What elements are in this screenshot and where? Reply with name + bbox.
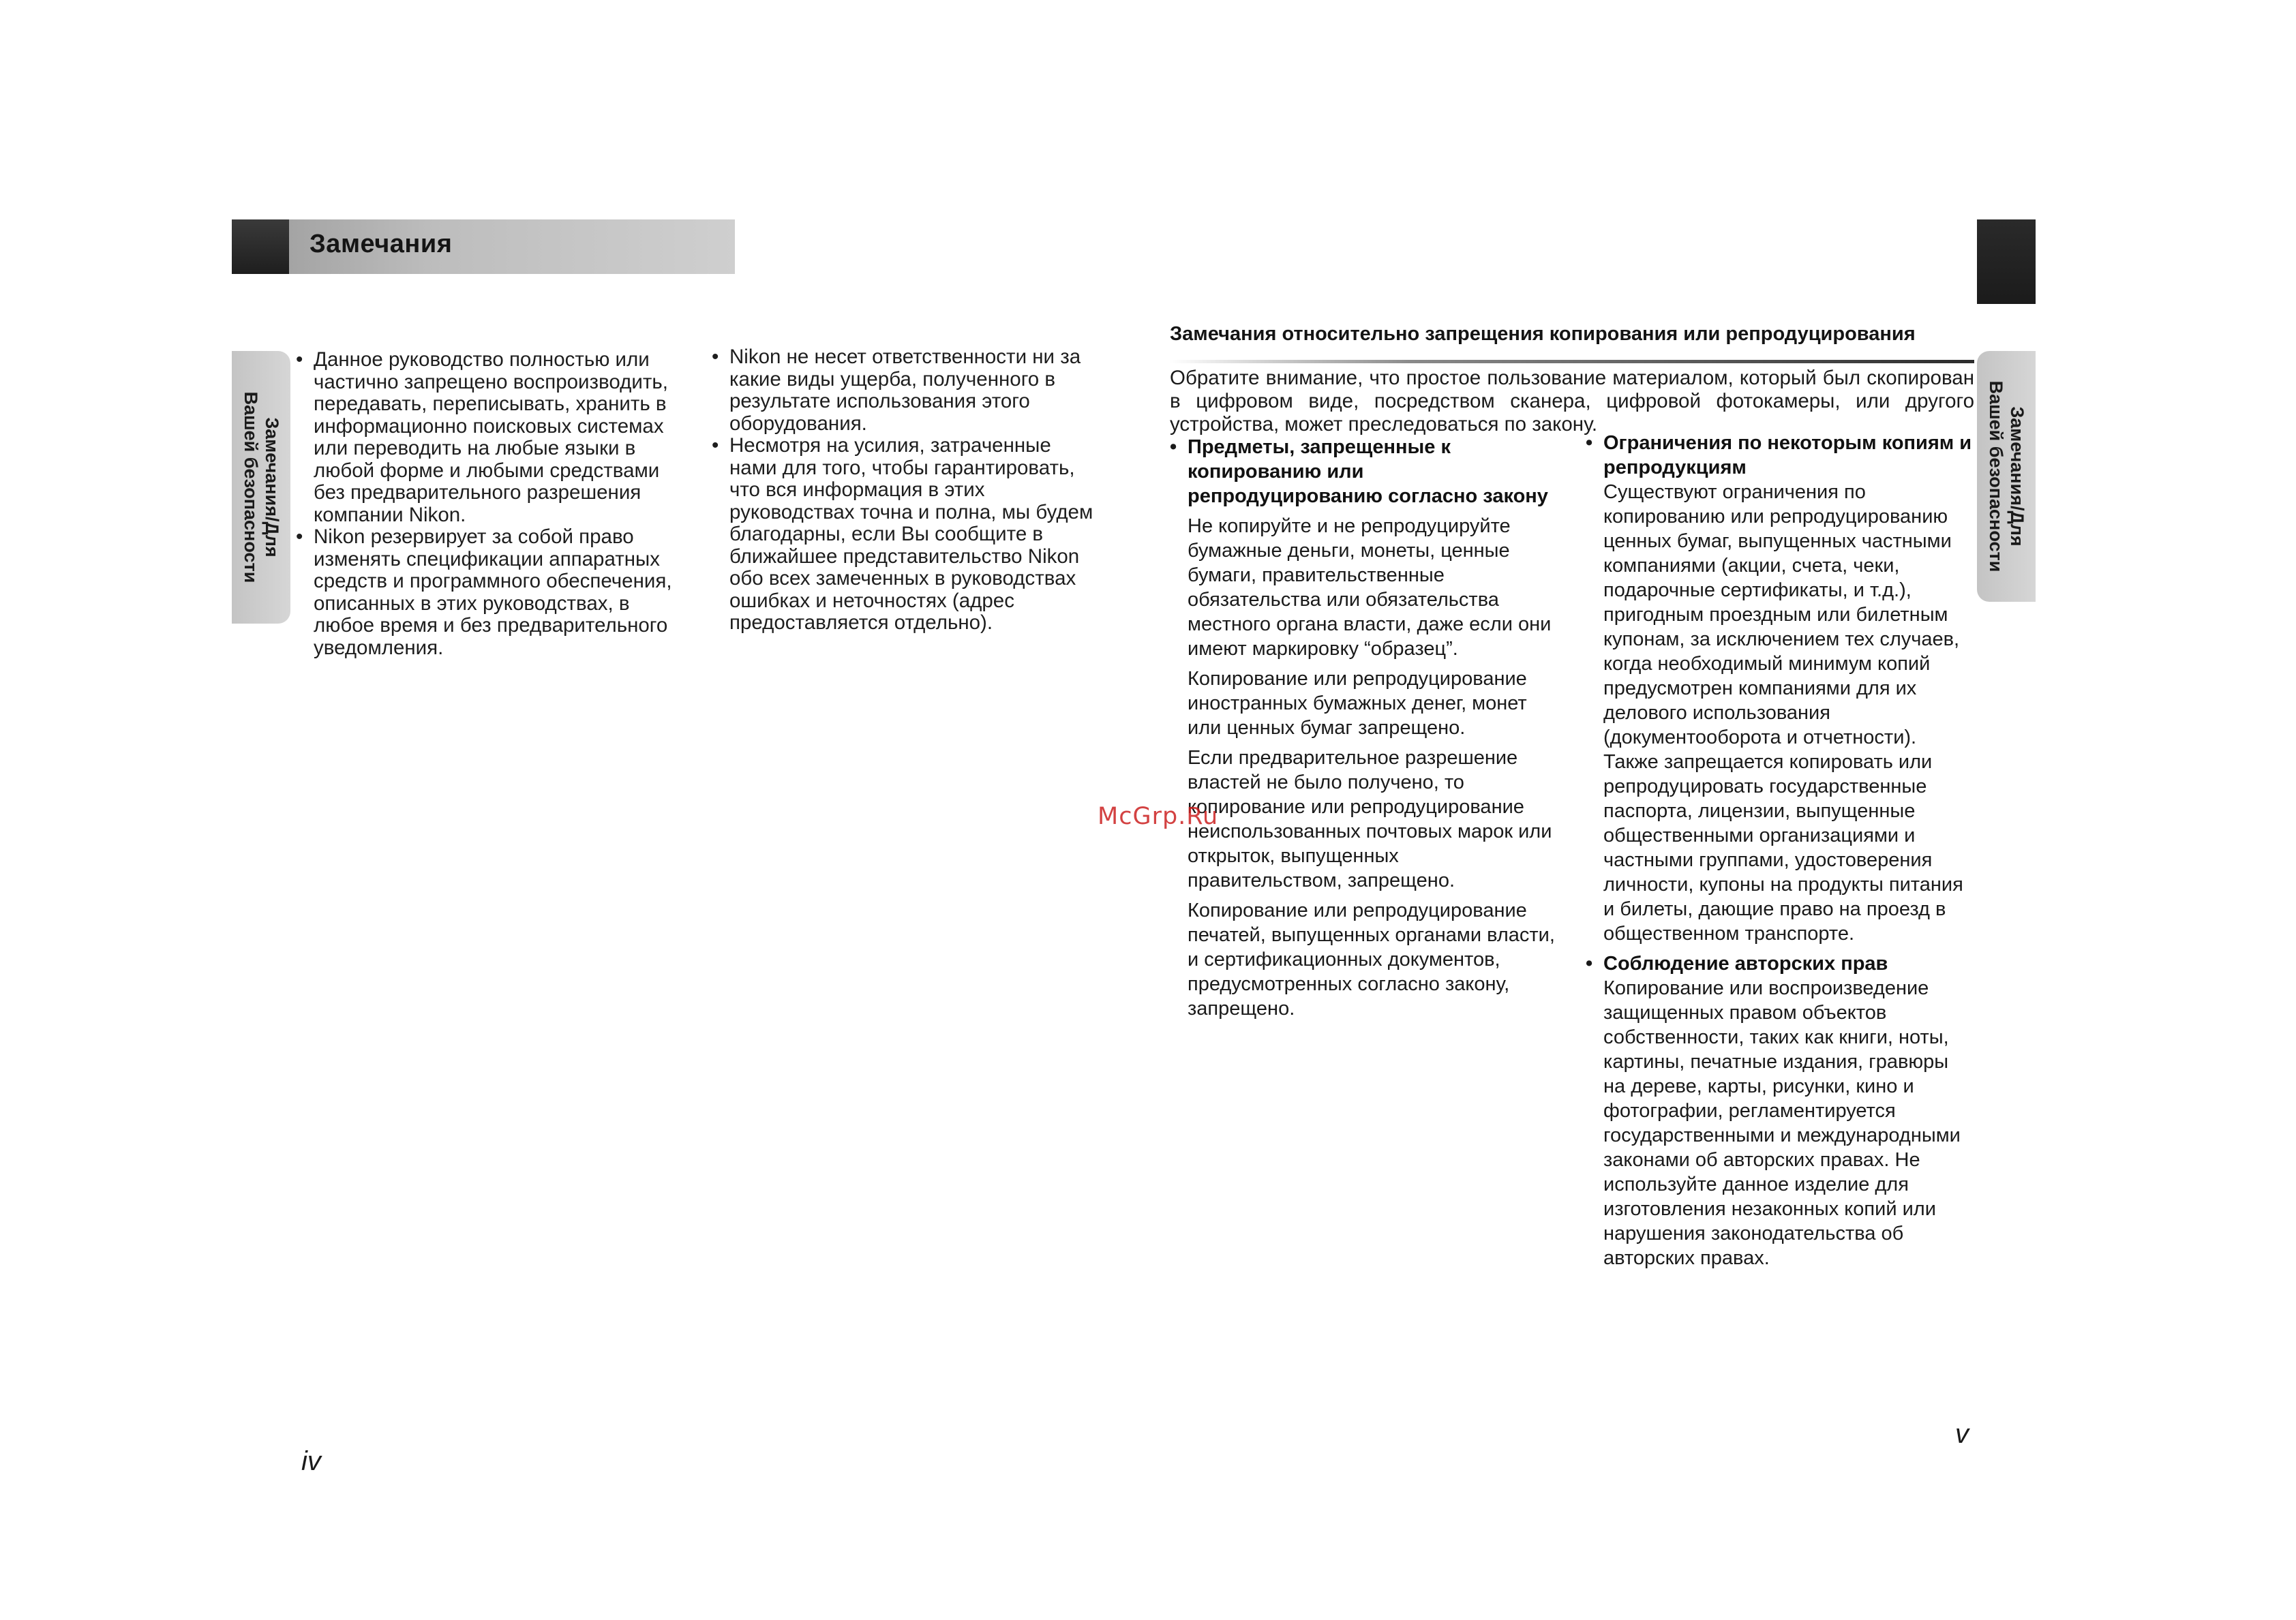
paragraph: Не копируйте и не репродуцируйте бумажные деньги, монеты, ценные бумаги, правительственные обязательства или обязательства местного органа власти, даже если они имеют маркировку “образец”. xyxy=(1188,515,1552,660)
side-tab-line1: Замечания/Для xyxy=(2007,406,2028,547)
right-column-1 xyxy=(1170,435,1558,1026)
section-heading: Предметы, запрещенные к копированию или репродуцированию согласно закону xyxy=(1188,436,1548,507)
bullet: • xyxy=(1170,436,1177,458)
intro-paragraph: Обратите внимание, что простое пользование материалом, который был скопирован в цифровом виде, посредством сканера, цифровой фотокамеры, или другого устройства, может преследоваться по закону. xyxy=(1170,367,1974,435)
side-tab-label xyxy=(1985,381,2027,572)
page-number-left: iv xyxy=(301,1446,321,1476)
side-tab-right xyxy=(1977,351,2036,602)
watermark-text: McGrp.Ru xyxy=(1098,803,1219,830)
left-column-1 xyxy=(296,349,691,659)
section-heading: Соблюдение авторских прав xyxy=(1603,953,1888,975)
paragraph: Копирование или воспроизведение защищенных правом объектов собственности, таких как книги, ноты, картины, печатные издания, гравюры на дереве, карты, рисунки, кино и фотографии, регламентируется государственными и международными законами об авторских правах. Не используйте данное изделие для изготовления незаконных копий или нарушения законодательства об авторских правах. xyxy=(1603,977,1961,1269)
paragraph: Копирование или репродуцирование иностранных бумажных денег, монет или ценных бумаг запрещено. xyxy=(1188,668,1527,739)
corner-tab-block xyxy=(1977,219,2036,304)
section-copyright xyxy=(1586,951,1974,1270)
list-item: • Данное руководство полностью или частично запрещено воспроизводить, передавать, переписывать, хранить в информационно поисковых системах или переводить на любые языки в любой форме и любыми средствами без предварительного разрешения компании Nikon. xyxy=(296,349,691,526)
paragraph: Копирование или репродуцирование печатей, выпущенных органами власти, и сертификационных документов, предусмотренных согласно закону, запрещено. xyxy=(1188,900,1555,1020)
list-item: • Nikon резервирует за собой право изменять спецификации аппаратных средств и программного обеспечения, описанных в этих руководствах, в любое время и без предварительного уведомления. xyxy=(296,526,691,659)
section-restrictions xyxy=(1586,431,1974,946)
side-tab-label xyxy=(240,392,282,583)
list-item: • Nikon не несет ответственности ни за какие виды ущерба, полученного в результате использования этого оборудования. xyxy=(712,346,1100,435)
paragraph: Существуют ограничения по копированию или репродуцированию ценных бумаг, выпущенных частными компаниями (акции, счета, чеки, подарочные сертификаты, и т.д.), пригодным проездным или билетным купонам, за исключением тех случаев, когда необходимый минимум копий предусмотрен компаниями для их делового использования (документооборота и отчетности). Также запрещается копировать или репродуцировать государственные паспорта, лицензии, выпущенные общественными организациями и частными группами, удостоверения личности, купоны на продукты питания и билеты, дающие право на проезд в общественном транспорте. xyxy=(1603,481,1963,945)
side-tab-line2: Вашей безопасности xyxy=(241,391,261,583)
bullet: • xyxy=(1586,432,1593,454)
side-tab-left xyxy=(232,351,290,624)
section-title: Замечания относительно запрещения копирования или репродуцирования xyxy=(1170,323,1916,345)
right-column-2 xyxy=(1586,431,1974,1276)
section-prohibited xyxy=(1170,435,1558,1021)
side-tab-line1: Замечания/Для xyxy=(262,417,283,557)
paragraph: Если предварительное разрешение властей не было получено, то копирование или репродуцирование неиспользованных почтовых марок или открыток, выпущенных правительством, запрещено. xyxy=(1188,747,1552,891)
page-title: Замечания xyxy=(309,230,453,258)
header-dark-block xyxy=(232,219,289,274)
section-heading: Ограничения по некоторым копиям и репродукциям xyxy=(1603,432,1972,478)
side-tab-line2: Вашей безопасности xyxy=(1986,380,2006,572)
page-number-right: v xyxy=(1955,1419,1969,1449)
list-item: • Несмотря на усилия, затраченные нами для того, чтобы гарантировать, что вся информация в этих руководствах точна и полна, мы будем благодарны, если Вы сообщите в ближайшее представительство Nikon обо всех замеченных в руководствах ошибках и неточностях (адрес предоставляется отдельно). xyxy=(712,435,1100,635)
title-underline xyxy=(1170,360,1974,363)
header-band xyxy=(232,219,735,274)
left-column-2 xyxy=(712,346,1100,635)
bullet: • xyxy=(1586,953,1593,975)
